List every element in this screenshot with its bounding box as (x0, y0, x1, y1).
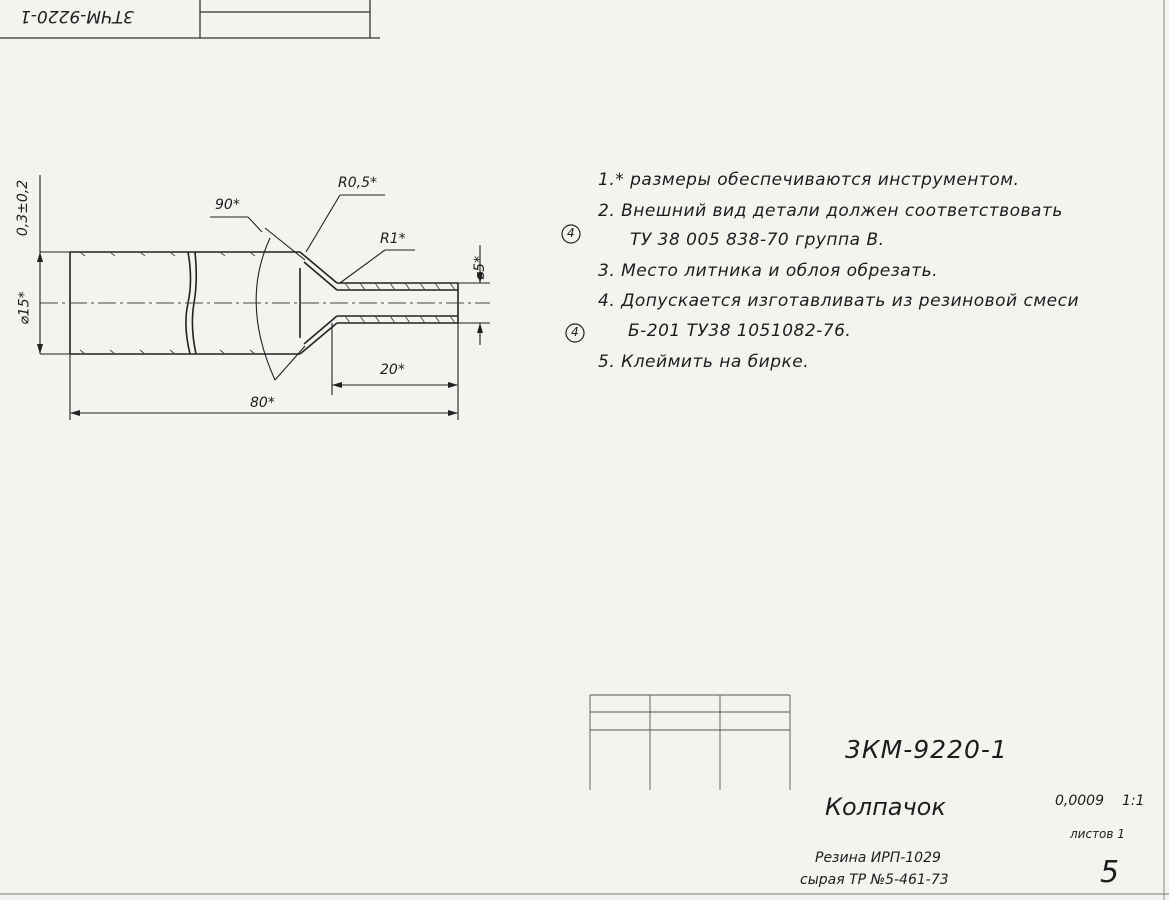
material-line-1: Резина ИРП-1029 (815, 850, 941, 866)
material-line-2: сырая ТР №5-461-73 (800, 872, 949, 888)
note-3: 3. Место литника и облоя обрезать. (598, 261, 939, 281)
diameter-small-dim: ⌀5* (472, 255, 489, 281)
mass: 0,0009 (1055, 793, 1104, 809)
radius-outer-dim: R0,5* (338, 175, 377, 191)
note-2-cont: ТУ 38 005 838-70 группа В. (630, 230, 885, 250)
part-name: Колпачок (825, 793, 946, 821)
note-4-cont: Б-201 ТУ38 1051082-76. (628, 321, 852, 341)
page-mark: 5 (1100, 855, 1120, 890)
rev-mark-1: 4 (567, 226, 575, 240)
stamp-code: 3ТЧМ-9220-1 (20, 6, 134, 26)
length-total-dim: 80* (250, 395, 275, 411)
sheets-count: листов 1 (1070, 827, 1125, 841)
title-block-grid (590, 695, 790, 790)
diameter-big-dim: ⌀15* (16, 291, 33, 325)
angle-dim: 90* (215, 197, 240, 213)
note-4: 4. Допускается изготавливать из резиновой смеси (598, 291, 1080, 311)
radius-inner-dim: R1* (380, 231, 406, 247)
designation: 3КМ-9220-1 (845, 735, 1008, 764)
length-small-dim: 20* (380, 362, 405, 378)
scale: 1:1 (1122, 793, 1145, 809)
note-2: 2. Внешний вид детали должен соответствовать (598, 201, 1063, 221)
note-1: 1.* размеры обеспечиваются инструментом. (598, 170, 1020, 190)
tolerance-dim: 0,3±0,2 (15, 179, 32, 237)
rev-mark-2: 4 (571, 325, 579, 339)
note-5: 5. Клеймить на бирке. (598, 352, 810, 372)
dimension-lines (40, 175, 490, 420)
